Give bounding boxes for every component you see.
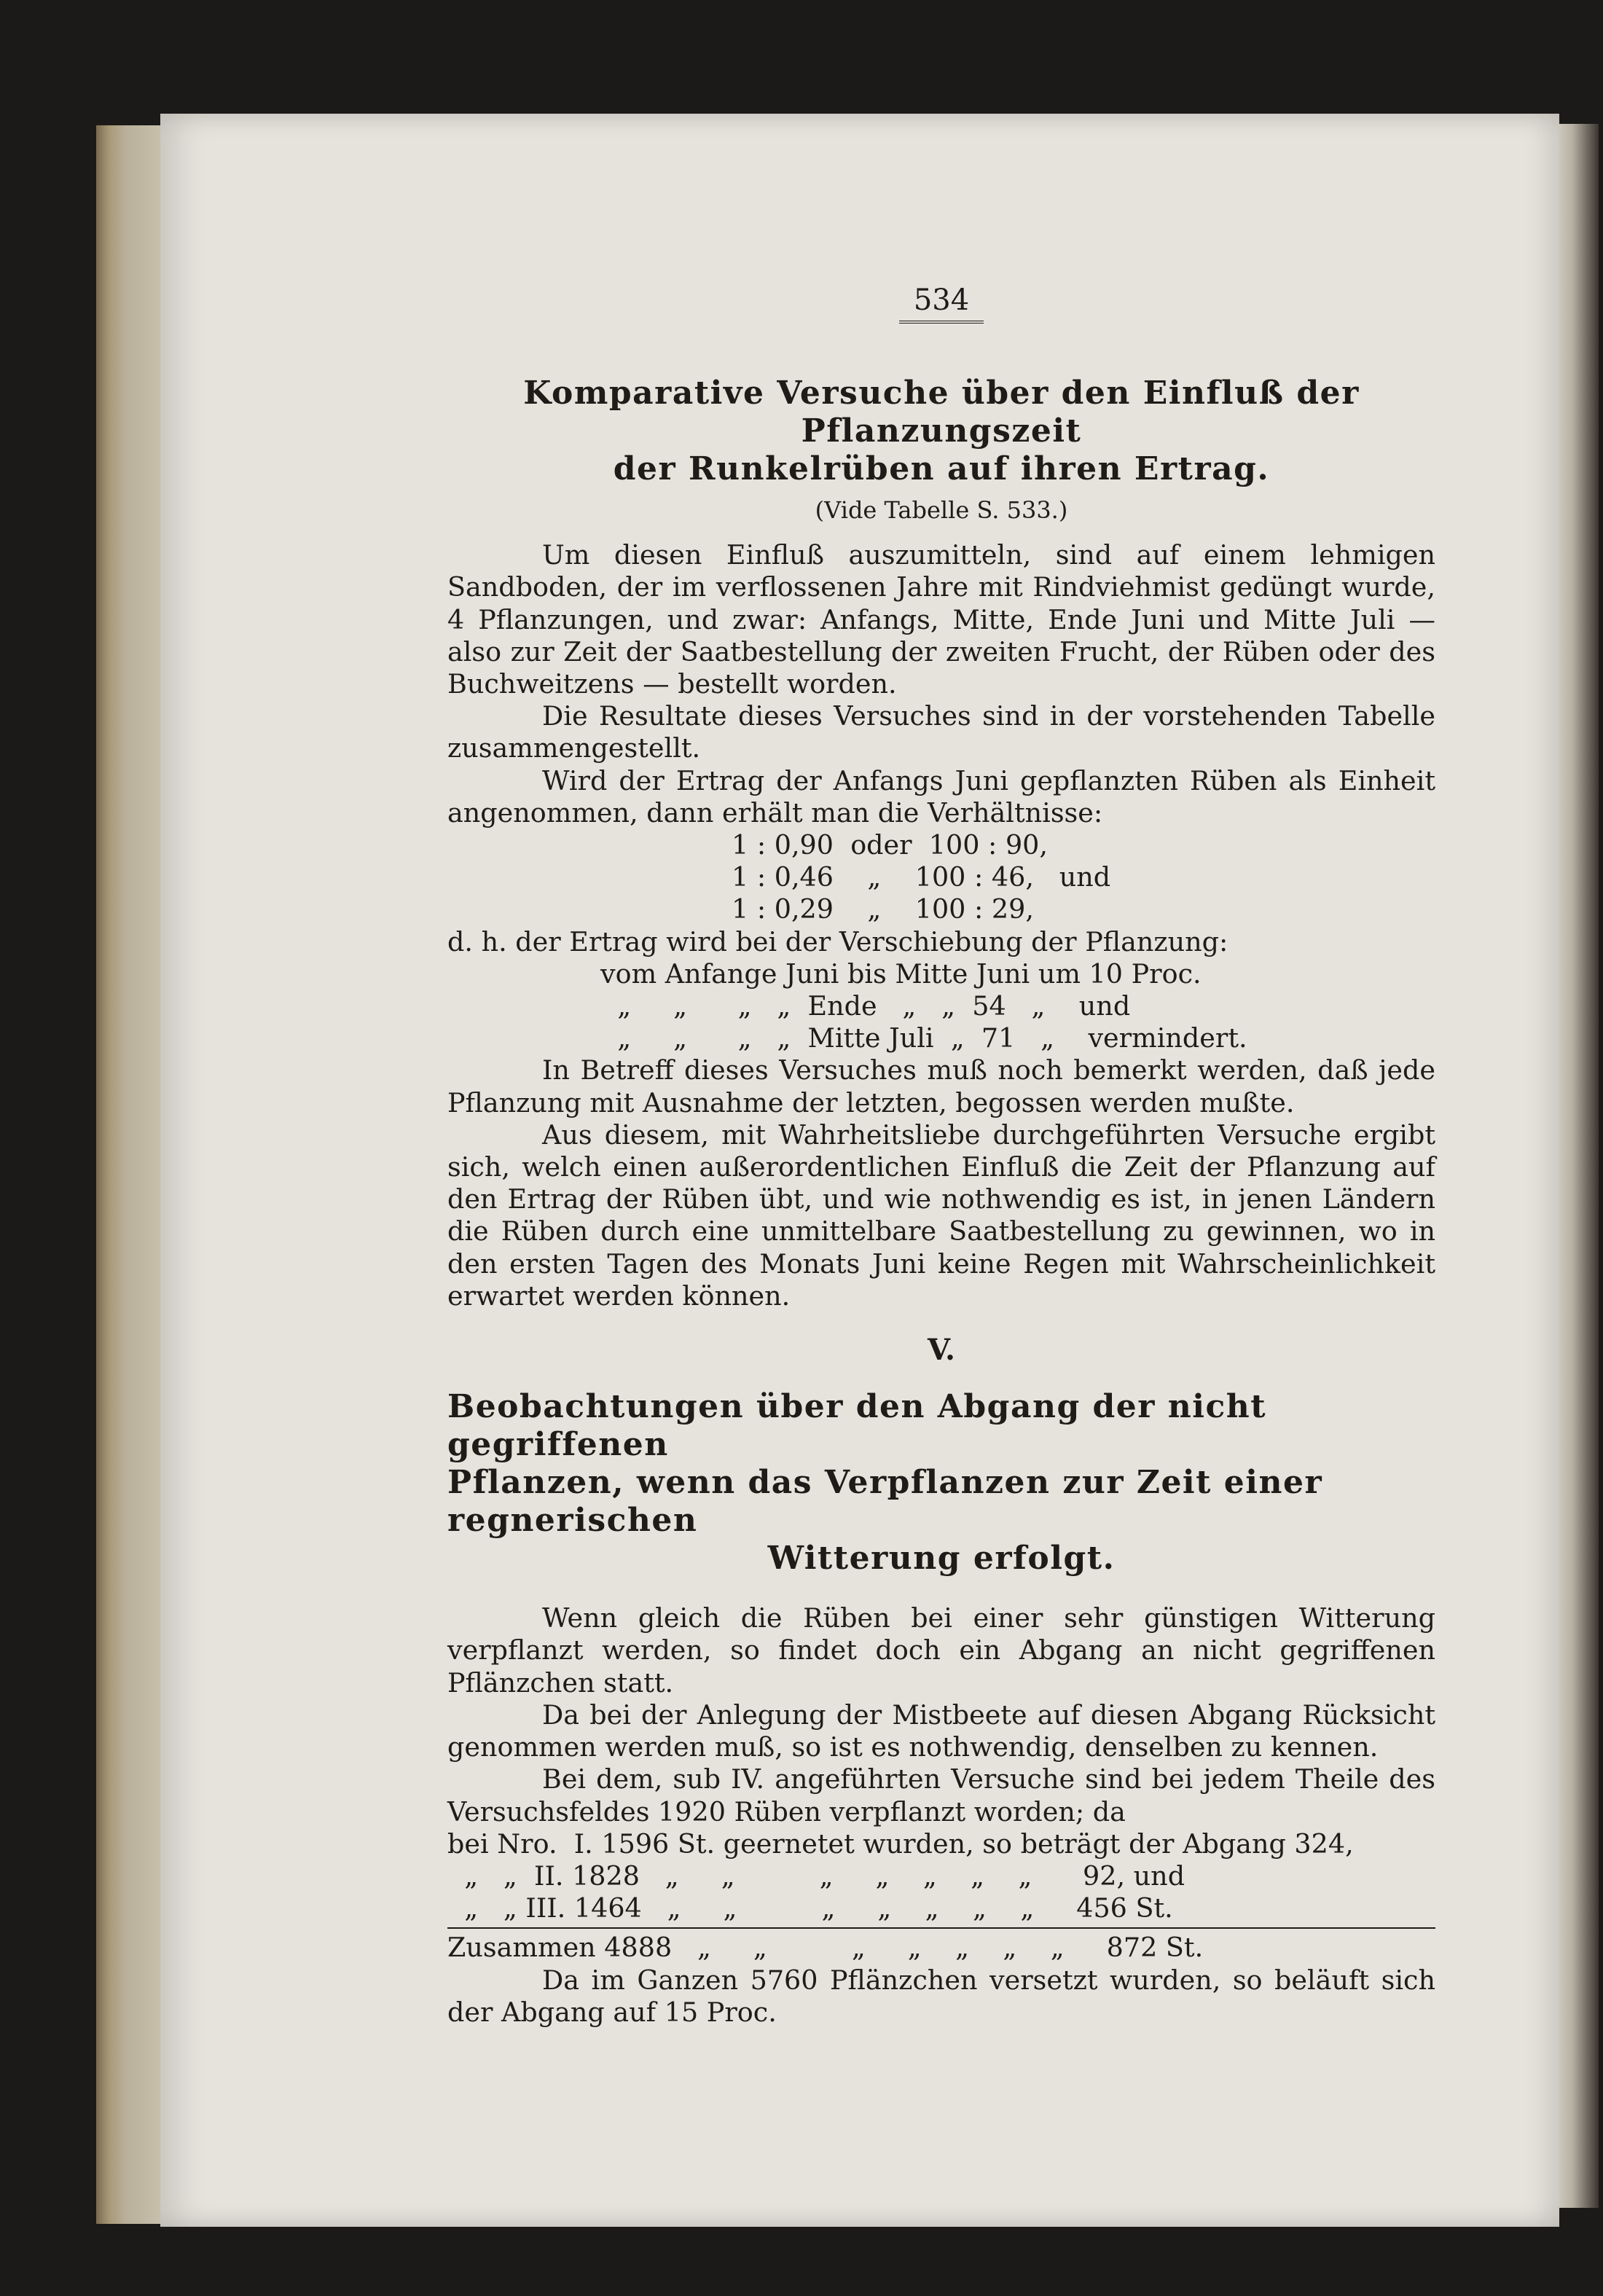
paragraph-watering: In Betreff dieses Versuches muß noch bemerkt werden, daß jede Pflanzung mit Ausnahme der letzten, begossen werden mußte. [447, 1054, 1435, 1118]
section-number: V. [928, 1333, 955, 1368]
book-page-edges [96, 125, 162, 2224]
table-reference: (Vide Tabelle S. 533.) [815, 496, 1068, 524]
table-row: bei Nro. I. 1596 St. geernetet wurden, so beträgt der Abgang 324, [447, 1827, 1354, 1860]
ratio-row: 1 : 0,90 oder 100 : 90, [732, 829, 1049, 861]
paragraph-results: Die Resultate dieses Versuches sind in der vorstehenden Tabelle zusammengestellt. [447, 700, 1435, 764]
shift-line: „ „ „ „ Mitte Juli „ 71 „ vermindert. [600, 1022, 1247, 1054]
shift-line: vom Anfange Juni bis Mitte Juni um 10 Proc. [600, 957, 1202, 990]
loss-table [447, 1828, 1435, 1964]
paragraph-sub-iv: Bei dem, sub IV. angeführten Versuche sind bei jedem Theile des Versuchsfeldes 1920 Rüben verpflanzt worden; da [447, 1763, 1435, 1827]
dh-line: d. h. der Ertrag wird bei der Verschiebung der Pflanzung: [447, 925, 1228, 957]
heading-2-line-3: Witterung erfolgt. [767, 1540, 1116, 1578]
ratio-row: 1 : 0,29 „ 100 : 29, [732, 893, 1034, 925]
paragraph-conclusion: Aus diesem, mit Wahrheitsliebe durchgeführten Versuche ergibt sich, welch einen außerordentlichen Einfluß die Zeit der Pflanzung auf den Ertrag der Rüben übt, und wie nothwendig es ist, in jenen Ländern die Rüben durch eine unmittelbare Saatbestellung zu gewinnen, wo in den ersten Tagen des Monats Juni keine Regen mit Wahrscheinlichkeit erwartet werden können. [447, 1118, 1435, 1312]
paragraph-loss: Wenn gleich die Rüben bei einer sehr günstigen Witterung verpflanzt werden, so findet doch ein Abgang an nicht gegriffenen Pflänzchen statt. [447, 1602, 1435, 1699]
page-number: 534 [447, 284, 1435, 324]
heading-2-line-2: Pflanzen, wenn das Verpflanzen zur Zeit einer regnerischen [447, 1464, 1323, 1540]
page-text [447, 284, 1435, 2029]
heading-2 [447, 1388, 1435, 1578]
heading-2-line-1: Beobachtungen über den Abgang der nicht gegriffenen [447, 1388, 1267, 1464]
paragraph-mistbeete: Da bei der Anlegung der Mistbeete auf diesen Abgang Rücksicht genommen werden muß, so ist es nothwendig, denselben zu kennen. [447, 1699, 1435, 1763]
table-row: „ „ III. 1464 „ „ „ „ „ „ „ 456 St. [447, 1892, 1173, 1924]
ratio-row: 1 : 0,46 „ 100 : 46, und [732, 861, 1111, 893]
ratio-list [732, 829, 1435, 926]
table-total-row: Zusammen 4888 „ „ „ „ „ „ „ 872 St. [447, 1927, 1435, 1964]
heading-1-line-2: der Runkelrüben auf ihren Ertrag. [613, 450, 1270, 487]
table-row: „ „ II. 1828 „ „ „ „ „ „ „ 92, und [447, 1860, 1185, 1892]
paragraph-total: Da im Ganzen 5760 Pflänzchen versetzt wurden, so beläuft sich der Abgang auf 15 Proc. [447, 1964, 1435, 2028]
paragraph-method: Um diesen Einfluß auszumitteln, sind auf einem lehmigen Sandboden, der im verflossenen Jahre mit Rindviehmist gedüngt wurde, 4 Pflanzungen, und zwar: Anfangs, Mitte, Ende Juni und Mitte Juli — also zur Zeit der Saatbestellung der zweiten Frucht, der Rüben oder des Buchweitzens — bestellt worden. [447, 539, 1435, 700]
paragraph-ratios-intro: Wird der Ertrag der Anfangs Juni gepflanzten Rüben als Einheit angenommen, dann erhält man die Verhältnisse: [447, 764, 1435, 828]
facing-page-edge [1555, 124, 1599, 2208]
heading-1-line-1: Komparative Versuche über den Einfluß der Pflanzungszeit [523, 375, 1360, 450]
shift-line: „ „ „ „ Ende „ „ 54 „ und [600, 990, 1131, 1022]
heading-1 [447, 375, 1435, 488]
